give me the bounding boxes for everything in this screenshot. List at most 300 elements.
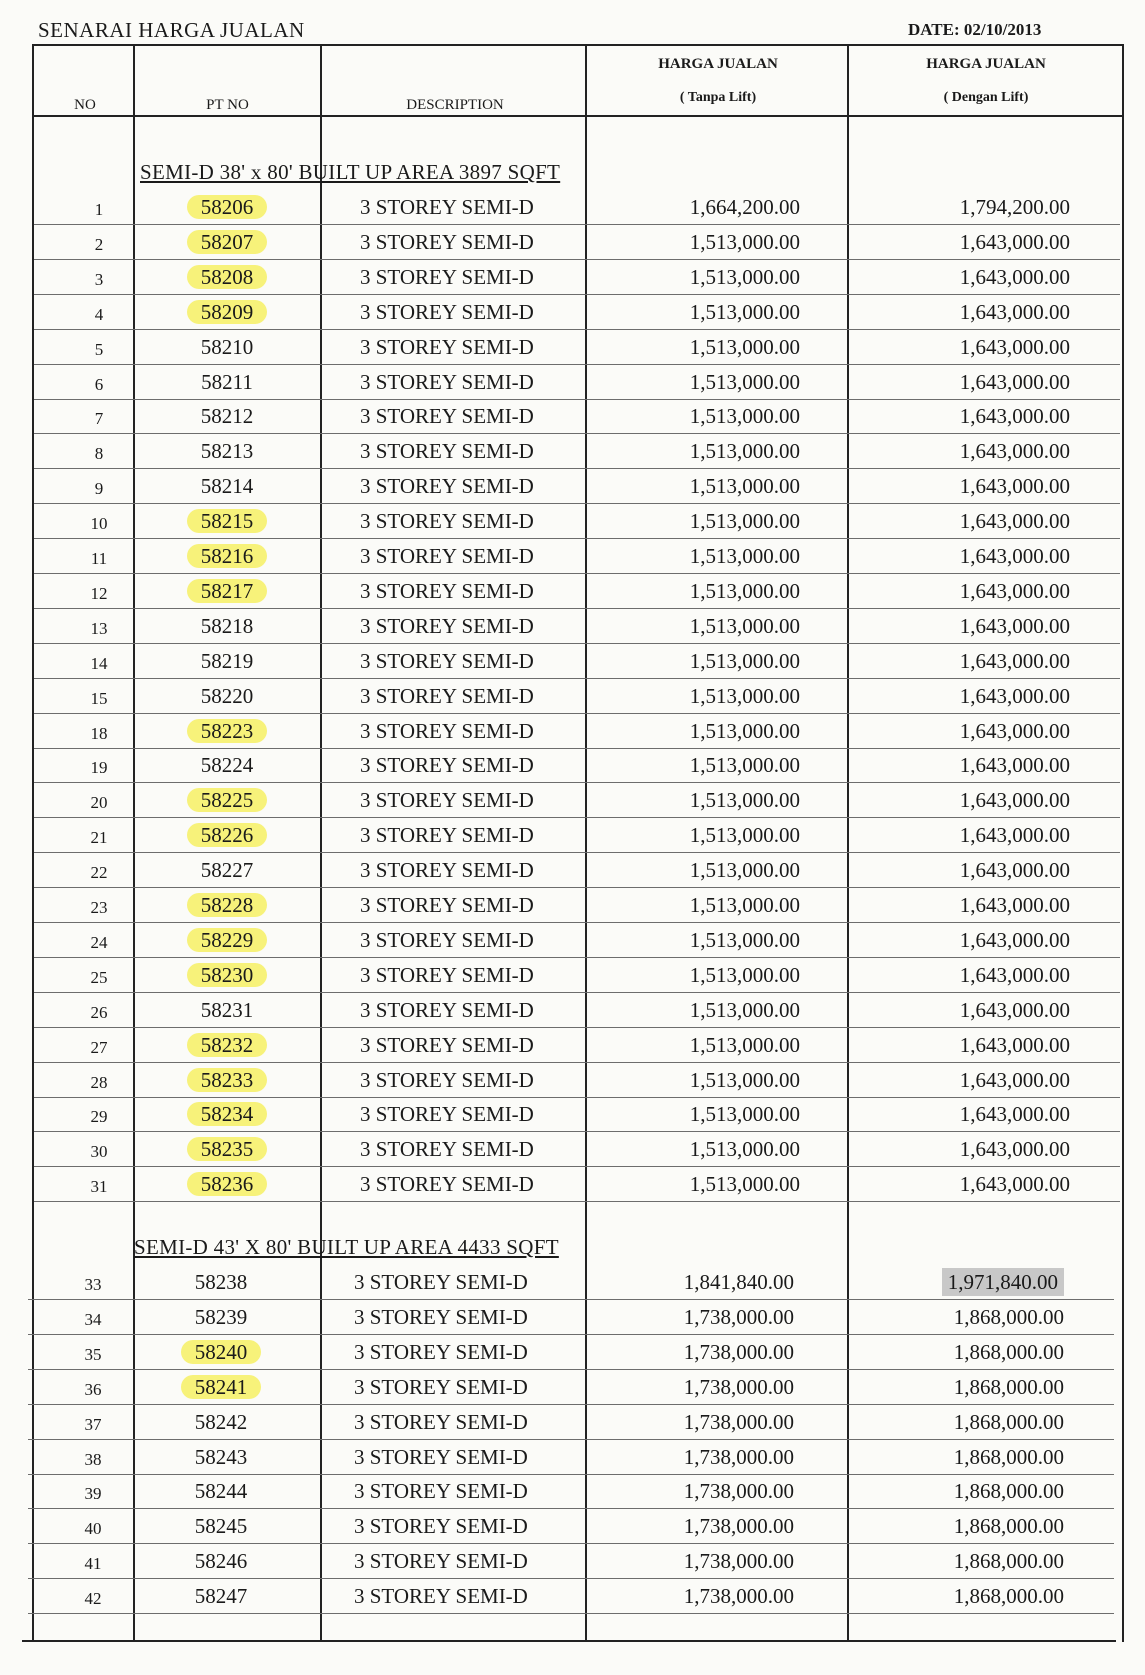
pt-number-cell	[172, 1167, 282, 1201]
table-row	[30, 399, 1120, 433]
row-number-cell	[58, 1338, 128, 1372]
row-description-cell	[348, 1167, 590, 1201]
price-dengan-lift: 1,643,000.00	[959, 404, 1070, 429]
price-tanpa-lift: 1,513,000.00	[689, 509, 800, 534]
price-dengan-lift: 1,643,000.00	[959, 648, 1070, 673]
price-dengan-lift: 1,643,000.00	[959, 509, 1070, 534]
pt-number-cell	[172, 679, 282, 713]
row-description: 3 STOREY SEMI-D	[360, 229, 534, 254]
price-dengan-lift-cell	[890, 993, 1070, 1027]
price-tanpa-lift-cell	[630, 504, 800, 538]
price-tanpa-lift-cell	[630, 1028, 800, 1062]
price-tanpa-lift: 1,738,000.00	[683, 1584, 794, 1609]
row-number: 34	[84, 1309, 102, 1329]
table-row	[24, 1300, 1114, 1334]
pt-number-cell	[172, 399, 282, 433]
row-description-cell	[348, 504, 590, 538]
price-dengan-lift-cell	[890, 714, 1070, 748]
price-dengan-lift: 1,643,000.00	[959, 893, 1070, 917]
row-number: 29	[90, 1107, 108, 1127]
row-description-cell	[348, 818, 590, 852]
row-description-cell	[348, 853, 590, 887]
table-row	[30, 818, 1120, 852]
pt-number: 58244	[194, 1479, 248, 1504]
row-description: 3 STOREY SEMI-D	[360, 474, 534, 499]
price-dengan-lift-cell	[890, 853, 1070, 887]
header-pt-no: PT NO	[206, 97, 249, 113]
pt-number: 58219	[200, 648, 254, 673]
row-number: 3	[94, 269, 104, 289]
price-tanpa-lift: 1,841,840.00	[683, 1270, 794, 1294]
price-tanpa-lift: 1,513,000.00	[689, 718, 800, 743]
price-dengan-lift-cell	[884, 1370, 1064, 1404]
row-number-cell	[64, 1066, 134, 1100]
price-tanpa-lift: 1,513,000.00	[689, 439, 800, 464]
row-number-cell	[64, 647, 134, 681]
price-tanpa-lift-cell	[630, 679, 800, 713]
row-description-cell	[342, 1265, 584, 1299]
price-tanpa-lift-cell	[630, 644, 800, 678]
pt-number: 58218	[200, 613, 254, 638]
pt-number: 58209	[187, 300, 268, 324]
pt-number: 58246	[194, 1549, 248, 1574]
table-row	[30, 190, 1120, 224]
row-number: 7	[94, 409, 104, 429]
price-tanpa-lift: 1,513,000.00	[689, 962, 800, 987]
price-dengan-lift-cell	[890, 225, 1070, 259]
pt-number-cell	[172, 1063, 282, 1097]
price-dengan-lift-cell	[890, 539, 1070, 573]
row-description: 3 STOREY SEMI-D	[354, 1409, 528, 1434]
pt-number: 58231	[200, 997, 254, 1022]
row-description: 3 STOREY SEMI-D	[360, 927, 534, 952]
price-tanpa-lift: 1,513,000.00	[689, 1067, 800, 1092]
table-row	[24, 1265, 1114, 1299]
row-description-cell	[348, 888, 590, 922]
price-dengan-lift: 1,643,000.00	[959, 229, 1070, 254]
pt-number: 58224	[200, 753, 254, 778]
price-dengan-lift: 1,643,000.00	[959, 544, 1070, 568]
pt-number-cell	[172, 434, 282, 468]
row-number: 26	[90, 1002, 108, 1022]
price-tanpa-lift-cell	[630, 434, 800, 468]
price-tanpa-lift: 1,738,000.00	[683, 1409, 794, 1434]
price-dengan-lift: 1,643,000.00	[959, 369, 1070, 394]
row-description-cell	[348, 923, 590, 957]
pt-number-cell	[172, 295, 282, 329]
row-description-cell	[348, 679, 590, 713]
pt-number: 58242	[194, 1409, 248, 1434]
row-number: 4	[94, 304, 104, 324]
price-dengan-lift-cell	[890, 888, 1070, 922]
price-tanpa-lift: 1,513,000.00	[689, 334, 800, 359]
price-tanpa-lift: 1,513,000.00	[689, 369, 800, 394]
row-description-cell	[348, 574, 590, 608]
row-description-cell	[348, 365, 590, 399]
row-description: 3 STOREY SEMI-D	[354, 1549, 528, 1574]
price-dengan-lift-cell	[890, 295, 1070, 329]
price-tanpa-lift-cell	[630, 330, 800, 364]
row-number-cell	[64, 717, 134, 751]
row-description-cell	[342, 1474, 584, 1508]
price-dengan-lift: 1,643,000.00	[959, 997, 1070, 1022]
price-tanpa-lift-cell	[630, 295, 800, 329]
price-tanpa-lift: 1,513,000.00	[689, 229, 800, 254]
row-divider	[28, 1613, 1114, 1614]
row-number-cell	[64, 821, 134, 855]
pt-number: 58239	[194, 1304, 248, 1329]
table-row	[30, 469, 1120, 503]
pt-number-cell	[172, 958, 282, 992]
price-tanpa-lift-cell	[630, 260, 800, 294]
row-description: 3 STOREY SEMI-D	[360, 648, 534, 673]
price-dengan-lift: 1,643,000.00	[959, 299, 1070, 324]
price-tanpa-lift-cell	[630, 993, 800, 1027]
pt-number-cell	[166, 1265, 276, 1299]
price-tanpa-lift-cell	[630, 609, 800, 643]
price-tanpa-lift: 1,738,000.00	[683, 1479, 794, 1504]
price-dengan-lift-cell	[884, 1265, 1064, 1299]
price-tanpa-lift-cell	[624, 1300, 794, 1334]
pt-number-cell	[172, 923, 282, 957]
price-dengan-lift-cell	[890, 1097, 1070, 1131]
price-tanpa-lift-cell	[630, 888, 800, 922]
pt-number-cell	[172, 888, 282, 922]
price-dengan-lift-cell	[884, 1509, 1064, 1543]
row-description-cell	[348, 714, 590, 748]
pt-number-cell	[166, 1544, 276, 1578]
pt-number: 58208	[187, 265, 268, 289]
table-row	[30, 1063, 1120, 1097]
row-number-cell	[64, 751, 134, 785]
price-dengan-lift: 1,643,000.00	[959, 613, 1070, 638]
row-number-cell	[64, 542, 134, 576]
pt-number-cell	[172, 644, 282, 678]
price-tanpa-lift: 1,513,000.00	[689, 1172, 800, 1197]
row-number: 31	[90, 1177, 108, 1197]
table-row	[30, 1097, 1120, 1131]
row-number-cell	[64, 856, 134, 890]
row-number: 8	[94, 444, 104, 464]
pt-number: 58245	[194, 1514, 248, 1539]
price-dengan-lift: 1,643,000.00	[959, 718, 1070, 743]
row-number: 38	[84, 1449, 102, 1469]
price-tanpa-lift: 1,513,000.00	[689, 613, 800, 638]
row-description: 3 STOREY SEMI-D	[360, 753, 534, 778]
row-number-cell	[64, 402, 134, 436]
pt-number: 58211	[201, 369, 253, 394]
row-number: 5	[94, 339, 104, 359]
pt-number-cell	[166, 1440, 276, 1474]
price-tanpa-lift-cell	[624, 1440, 794, 1474]
price-dengan-lift: 1,643,000.00	[959, 1067, 1070, 1092]
price-dengan-lift-cell	[890, 504, 1070, 538]
table-row	[24, 1579, 1114, 1613]
price-dengan-lift-cell	[890, 574, 1070, 608]
row-number: 22	[90, 863, 108, 883]
document-date: DATE: 02/10/2013	[908, 20, 1042, 39]
row-description-cell	[342, 1370, 584, 1404]
row-number-cell	[64, 437, 134, 471]
price-tanpa-lift: 1,513,000.00	[689, 997, 800, 1022]
row-description-cell	[348, 434, 590, 468]
row-description-cell	[348, 190, 590, 224]
price-tanpa-lift-cell	[630, 225, 800, 259]
row-description-cell	[348, 644, 590, 678]
pt-number: 58213	[200, 439, 254, 464]
price-dengan-lift: 1,868,000.00	[953, 1304, 1064, 1329]
row-number-cell	[64, 786, 134, 820]
pt-number: 58212	[200, 404, 254, 429]
row-description-cell	[348, 539, 590, 573]
table-row	[24, 1370, 1114, 1404]
row-number: 12	[90, 583, 108, 603]
row-number-cell	[64, 961, 134, 995]
row-number-cell	[64, 228, 134, 262]
pt-number: 58230	[187, 963, 268, 987]
table-row	[24, 1440, 1114, 1474]
table-row	[30, 644, 1120, 678]
row-description-cell	[348, 1132, 590, 1166]
price-tanpa-lift-cell	[630, 714, 800, 748]
section-title-1: SEMI-D 38' x 80' BUILT UP AREA 3897 SQFT	[140, 160, 561, 184]
price-dengan-lift-cell	[884, 1474, 1064, 1508]
price-dengan-lift-cell	[890, 818, 1070, 852]
pt-number-cell	[172, 365, 282, 399]
price-dengan-lift: 1,643,000.00	[959, 823, 1070, 848]
row-description: 3 STOREY SEMI-D	[360, 718, 534, 743]
pt-number-cell	[172, 330, 282, 364]
row-description-cell	[342, 1509, 584, 1543]
row-number: 14	[90, 653, 108, 673]
price-dengan-lift: 1,643,000.00	[959, 474, 1070, 499]
table-row	[30, 1132, 1120, 1166]
table-row	[30, 853, 1120, 887]
pt-number-cell	[166, 1474, 276, 1508]
price-tanpa-lift-cell	[630, 853, 800, 887]
row-number-cell	[64, 333, 134, 367]
price-dengan-lift-cell	[890, 1167, 1070, 1201]
price-dengan-lift-cell	[890, 1132, 1070, 1166]
price-dengan-lift-cell	[890, 609, 1070, 643]
pt-number: 58228	[187, 893, 268, 917]
pt-number: 58223	[187, 719, 268, 743]
table-row	[24, 1405, 1114, 1439]
row-number: 1	[94, 200, 104, 219]
row-description: 3 STOREY SEMI-D	[354, 1339, 528, 1364]
row-description: 3 STOREY SEMI-D	[360, 788, 534, 813]
row-description: 3 STOREY SEMI-D	[360, 369, 534, 394]
price-dengan-lift: 1,643,000.00	[959, 753, 1070, 778]
row-number: 27	[90, 1037, 108, 1057]
price-tanpa-lift-cell	[630, 365, 800, 399]
price-tanpa-lift: 1,513,000.00	[689, 893, 800, 917]
row-number-cell	[58, 1477, 128, 1511]
price-dengan-lift: 1,643,000.00	[959, 578, 1070, 603]
pt-number-cell	[172, 783, 282, 817]
row-description: 3 STOREY SEMI-D	[360, 823, 534, 848]
price-tanpa-lift-cell	[630, 748, 800, 782]
pt-number: 58214	[200, 474, 254, 499]
table-row	[30, 539, 1120, 573]
price-tanpa-lift: 1,664,200.00	[689, 195, 800, 219]
section-title-2: SEMI-D 43' X 80' BUILT UP AREA 4433 SQFT	[134, 1235, 559, 1259]
row-number-cell	[58, 1443, 128, 1477]
pt-number-cell	[166, 1579, 276, 1613]
header-price-no-lift-sub: ( Tanpa Lift)	[679, 90, 757, 105]
price-tanpa-lift-cell	[630, 1097, 800, 1131]
row-description: 3 STOREY SEMI-D	[354, 1374, 528, 1399]
price-tanpa-lift-cell	[630, 574, 800, 608]
price-tanpa-lift-cell	[630, 1167, 800, 1201]
price-dengan-lift-cell	[890, 365, 1070, 399]
row-number: 13	[90, 618, 108, 638]
price-tanpa-lift-cell	[630, 190, 800, 224]
row-number: 33	[84, 1275, 102, 1294]
row-divider	[34, 1201, 1120, 1202]
price-dengan-lift-cell	[884, 1544, 1064, 1578]
table-row	[30, 225, 1120, 259]
row-number-cell	[64, 263, 134, 297]
price-tanpa-lift-cell	[630, 469, 800, 503]
row-number-cell	[58, 1268, 128, 1302]
price-tanpa-lift: 1,513,000.00	[689, 264, 800, 289]
row-number: 35	[84, 1344, 102, 1364]
pt-number: 58206	[187, 195, 268, 219]
price-dengan-lift-cell	[890, 434, 1070, 468]
row-description: 3 STOREY SEMI-D	[360, 1102, 534, 1127]
row-description-cell	[348, 260, 590, 294]
price-dengan-lift: 1,643,000.00	[959, 1172, 1070, 1197]
row-number: 19	[90, 758, 108, 778]
price-tanpa-lift: 1,738,000.00	[683, 1444, 794, 1469]
price-dengan-lift: 1,971,840.00	[942, 1268, 1064, 1296]
price-dengan-lift: 1,868,000.00	[953, 1374, 1064, 1399]
pt-number-cell	[172, 993, 282, 1027]
pt-number: 58229	[187, 928, 268, 952]
row-description: 3 STOREY SEMI-D	[360, 195, 534, 219]
row-description: 3 STOREY SEMI-D	[360, 997, 534, 1022]
header-price-with-lift-sub: ( Dengan Lift)	[943, 90, 1029, 105]
row-number: 20	[90, 793, 108, 813]
row-description-cell	[348, 295, 590, 329]
pt-number-cell	[172, 469, 282, 503]
price-dengan-lift: 1,643,000.00	[959, 1137, 1070, 1162]
table-row	[30, 1028, 1120, 1062]
table-row	[24, 1474, 1114, 1508]
row-number-cell	[64, 1100, 134, 1134]
row-number-cell	[64, 507, 134, 541]
row-description: 3 STOREY SEMI-D	[360, 683, 534, 708]
price-dengan-lift-cell	[890, 1063, 1070, 1097]
row-description-cell	[348, 748, 590, 782]
table-row	[30, 888, 1120, 922]
pt-number: 58241	[181, 1375, 262, 1399]
pt-number: 58225	[187, 788, 268, 812]
price-tanpa-lift-cell	[624, 1405, 794, 1439]
price-dengan-lift-cell	[884, 1405, 1064, 1439]
pt-number-cell	[172, 1028, 282, 1062]
table-row	[30, 993, 1120, 1027]
price-dengan-lift-cell	[890, 644, 1070, 678]
price-dengan-lift: 1,794,200.00	[959, 195, 1070, 219]
pt-number-cell	[166, 1370, 276, 1404]
price-dengan-lift-cell	[890, 260, 1070, 294]
price-dengan-lift-cell	[890, 469, 1070, 503]
row-number-cell	[64, 298, 134, 332]
pt-number: 58236	[187, 1172, 268, 1196]
row-number: 40	[84, 1519, 102, 1539]
row-number-cell	[58, 1373, 128, 1407]
pt-number-cell	[172, 574, 282, 608]
row-number-cell	[64, 1031, 134, 1065]
pt-number-cell	[166, 1509, 276, 1543]
row-description: 3 STOREY SEMI-D	[360, 439, 534, 464]
price-tanpa-lift: 1,513,000.00	[689, 404, 800, 429]
pt-number: 58217	[187, 579, 268, 603]
price-tanpa-lift: 1,513,000.00	[689, 1137, 800, 1162]
row-description-cell	[342, 1579, 584, 1613]
row-number-cell	[64, 368, 134, 402]
price-dengan-lift: 1,643,000.00	[959, 683, 1070, 708]
row-description: 3 STOREY SEMI-D	[360, 334, 534, 359]
table-row	[30, 748, 1120, 782]
row-description: 3 STOREY SEMI-D	[354, 1304, 528, 1329]
price-dengan-lift-cell	[890, 958, 1070, 992]
row-number-cell	[64, 891, 134, 925]
price-tanpa-lift-cell	[630, 923, 800, 957]
price-tanpa-lift: 1,738,000.00	[683, 1549, 794, 1574]
row-number-cell	[64, 682, 134, 716]
row-description-cell	[348, 993, 590, 1027]
price-tanpa-lift-cell	[624, 1544, 794, 1578]
price-tanpa-lift-cell	[630, 818, 800, 852]
row-number: 6	[94, 374, 104, 394]
price-dengan-lift: 1,643,000.00	[959, 858, 1070, 883]
table-row	[30, 714, 1120, 748]
row-description: 3 STOREY SEMI-D	[360, 1032, 534, 1057]
row-number: 9	[94, 479, 104, 499]
row-number: 28	[90, 1072, 108, 1092]
row-description: 3 STOREY SEMI-D	[354, 1444, 528, 1469]
table-row	[30, 1167, 1120, 1201]
pt-number: 58227	[200, 858, 254, 883]
price-dengan-lift: 1,868,000.00	[953, 1409, 1064, 1434]
pt-number-cell	[172, 818, 282, 852]
price-dengan-lift-cell	[890, 330, 1070, 364]
price-tanpa-lift: 1,513,000.00	[689, 544, 800, 568]
row-number-cell	[64, 193, 134, 227]
row-number: 36	[84, 1379, 102, 1399]
row-description: 3 STOREY SEMI-D	[360, 1067, 534, 1092]
row-number-cell	[58, 1512, 128, 1546]
table-row	[30, 434, 1120, 468]
price-tanpa-lift: 1,513,000.00	[689, 1032, 800, 1057]
row-number-cell	[64, 1170, 134, 1204]
price-dengan-lift-cell	[884, 1335, 1064, 1369]
pt-number: 58207	[187, 230, 268, 254]
row-number-cell	[58, 1582, 128, 1616]
row-description: 3 STOREY SEMI-D	[354, 1479, 528, 1504]
row-number: 37	[84, 1414, 102, 1434]
pt-number: 58216	[187, 544, 268, 568]
row-number-cell	[64, 577, 134, 611]
pt-number-cell	[172, 853, 282, 887]
price-dengan-lift: 1,868,000.00	[953, 1549, 1064, 1574]
table-row	[30, 609, 1120, 643]
price-tanpa-lift-cell	[624, 1370, 794, 1404]
table-row	[30, 923, 1120, 957]
